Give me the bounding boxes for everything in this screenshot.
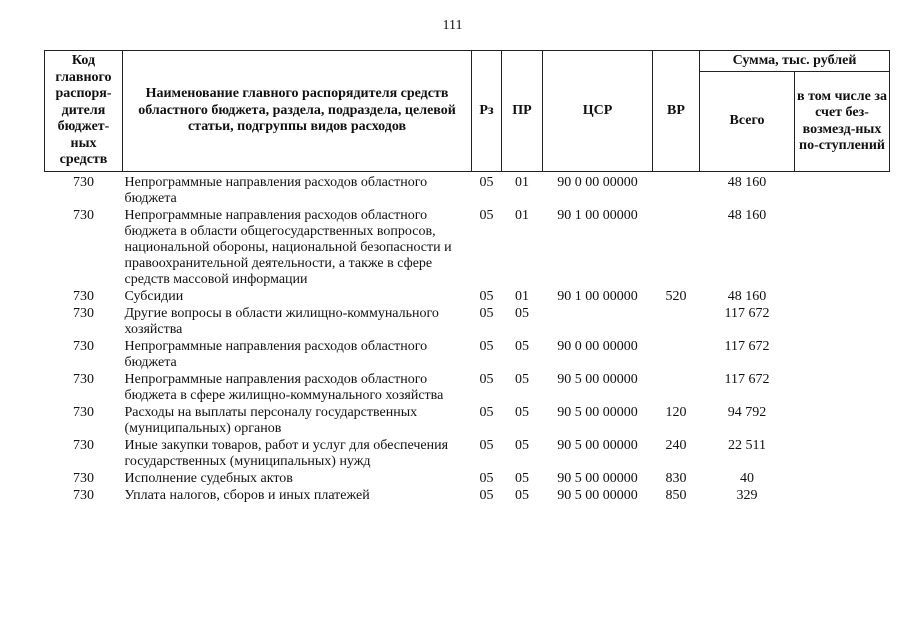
row-pr: 05 — [515, 372, 529, 387]
header-total: Всего — [700, 72, 795, 172]
table-row — [45, 405, 890, 438]
row-total: 117 672 — [724, 339, 770, 354]
row-rz: 05 — [479, 306, 494, 321]
row-pr: 05 — [515, 405, 529, 420]
row-pr: 01 — [515, 289, 529, 304]
header-code: Код главного распоря-дителя бюджет-ных средств — [45, 51, 123, 172]
row-code: 730 — [73, 175, 94, 190]
header-free: в том числе за счет без-возмезд-ных по-ступлений — [795, 72, 890, 172]
row-pr: 01 — [515, 175, 529, 190]
row-name: Расходы на выплаты персоналу государственных (муниципальных) органов — [124, 405, 418, 436]
row-csr: 90 5 00 00000 — [557, 405, 638, 420]
row-free — [795, 372, 890, 405]
row-total: 48 160 — [727, 175, 767, 190]
row-code: 730 — [73, 339, 94, 354]
row-vr — [653, 306, 700, 339]
budget-table — [44, 50, 890, 505]
table-row — [45, 372, 890, 405]
row-vr — [653, 172, 700, 209]
row-code: 730 — [73, 289, 94, 304]
row-rz: 05 — [479, 339, 494, 354]
table-row — [45, 339, 890, 372]
row-rz: 05 — [479, 488, 494, 503]
row-vr: 850 — [665, 488, 687, 503]
row-pr: 01 — [515, 208, 529, 223]
row-name: Непрограммные направления расходов областного бюджета — [124, 175, 428, 206]
row-code: 730 — [73, 488, 94, 503]
table-body — [45, 172, 890, 506]
row-vr: 120 — [665, 405, 687, 420]
row-pr: 05 — [515, 438, 529, 453]
page-number: 111 — [442, 18, 463, 33]
row-rz: 05 — [479, 405, 494, 420]
row-total: 94 792 — [727, 405, 767, 420]
table-row — [45, 289, 890, 306]
row-total: 117 672 — [724, 306, 770, 321]
row-free — [795, 339, 890, 372]
table-row — [45, 471, 890, 488]
row-vr: 520 — [665, 289, 687, 304]
row-vr — [653, 372, 700, 405]
row-name: Уплата налогов, сборов и иных платежей — [124, 488, 370, 503]
row-rz: 05 — [479, 471, 494, 486]
row-csr: 90 5 00 00000 — [557, 471, 638, 486]
row-total: 329 — [736, 488, 758, 503]
row-free — [795, 488, 890, 505]
row-free — [795, 471, 890, 488]
row-name: Иные закупки товаров, работ и услуг для обеспечения государственных (муниципальных) нужд — [124, 438, 449, 469]
row-total: 22 511 — [728, 438, 766, 453]
row-csr: 90 5 00 00000 — [557, 372, 638, 387]
row-free — [795, 208, 890, 289]
row-name: Непрограммные направления расходов областного бюджета в сфере жилищно-коммунального хозяйства — [124, 372, 444, 403]
header-csr: ЦСР — [543, 51, 653, 172]
row-code: 730 — [73, 405, 94, 420]
row-csr: 90 0 00 00000 — [557, 175, 638, 190]
row-name: Непрограммные направления расходов областного бюджета в области общегосударственных вопросов, национальной обороны, национальной безопасности и правоохранительной деятельности, а также в сфере средств массовой информации — [124, 208, 452, 287]
row-vr: 240 — [665, 438, 687, 453]
row-name: Субсидии — [124, 289, 184, 304]
row-free — [795, 289, 890, 306]
table-row — [45, 172, 890, 209]
row-vr — [653, 208, 700, 289]
row-name: Исполнение судебных актов — [124, 471, 293, 486]
row-pr: 05 — [515, 339, 529, 354]
row-code: 730 — [73, 372, 94, 387]
row-csr: 90 0 00 00000 — [557, 339, 638, 354]
row-free — [795, 438, 890, 471]
table-row — [45, 438, 890, 471]
row-free — [795, 172, 890, 209]
header-pr: ПР — [502, 51, 543, 172]
row-free — [795, 405, 890, 438]
row-csr — [543, 306, 653, 339]
row-csr: 90 1 00 00000 — [557, 289, 638, 304]
row-free — [795, 306, 890, 339]
header-name: Наименование главного распорядителя средств областного бюджета, раздела, подраздела, целевой статьи, подгруппы видов расходов — [123, 51, 472, 172]
row-csr: 90 5 00 00000 — [557, 438, 638, 453]
row-vr — [653, 339, 700, 372]
row-total: 117 672 — [724, 372, 770, 387]
row-pr: 05 — [515, 488, 529, 503]
row-code: 730 — [73, 471, 94, 486]
row-name: Другие вопросы в области жилищно-коммунального хозяйства — [124, 306, 439, 337]
header-sum: Сумма, тыс. рублей — [700, 51, 890, 72]
row-csr: 90 5 00 00000 — [557, 488, 638, 503]
row-rz: 05 — [479, 372, 494, 387]
row-total: 40 — [740, 471, 754, 486]
table-row — [45, 306, 890, 339]
row-total: 48 160 — [727, 289, 767, 304]
row-pr: 05 — [515, 306, 529, 321]
row-vr: 830 — [665, 471, 687, 486]
row-rz: 05 — [479, 208, 494, 223]
row-code: 730 — [73, 208, 94, 223]
row-pr: 05 — [515, 471, 529, 486]
row-rz: 05 — [479, 438, 494, 453]
table-row — [45, 208, 890, 289]
header-vr: ВР — [653, 51, 700, 172]
row-name: Непрограммные направления расходов областного бюджета — [124, 339, 428, 370]
header-rz: Рз — [472, 51, 502, 172]
table-header — [45, 51, 890, 172]
row-total: 48 160 — [727, 208, 767, 223]
row-csr: 90 1 00 00000 — [557, 208, 638, 223]
row-rz: 05 — [479, 175, 494, 190]
row-rz: 05 — [479, 289, 494, 304]
row-code: 730 — [73, 306, 94, 321]
table-row — [45, 488, 890, 505]
row-code: 730 — [73, 438, 94, 453]
